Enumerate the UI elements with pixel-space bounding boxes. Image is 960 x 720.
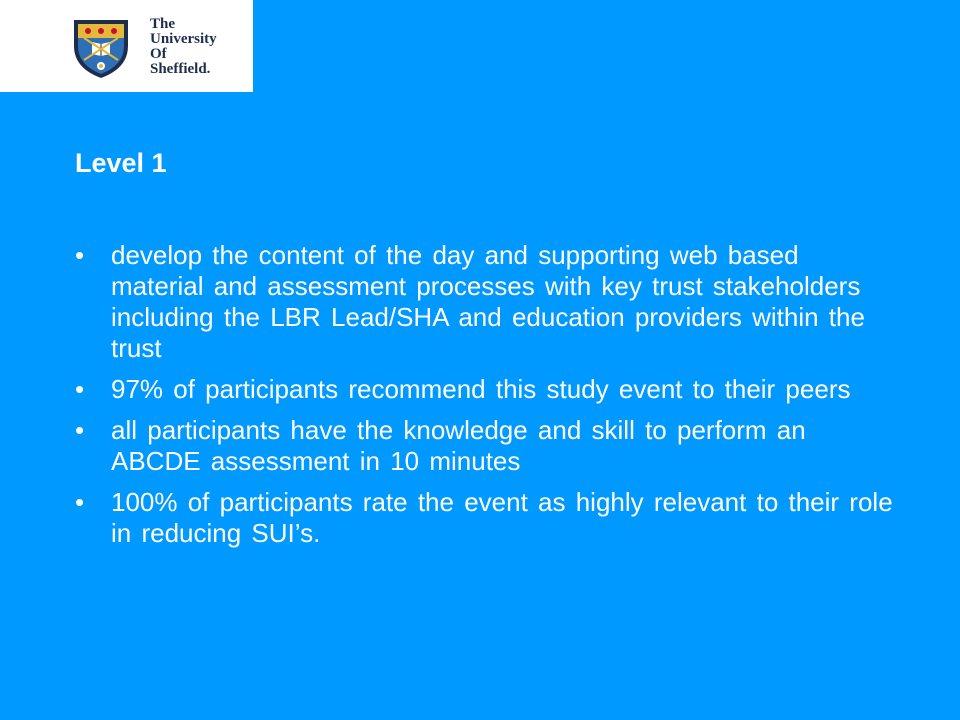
logo-line-1: The	[150, 16, 176, 32]
bullet-text: 100% of participants rate the event as highly relevant to their role in reducing SUI’s.	[111, 487, 893, 548]
bullet-icon: •	[75, 415, 85, 445]
logo-line-3: Of	[150, 46, 167, 62]
bullet-list	[75, 240, 895, 559]
bullet-item	[75, 240, 895, 364]
logo-line-2: University	[150, 31, 217, 47]
bullet-item	[75, 374, 895, 405]
logo-line-4: Sheffield.	[150, 61, 211, 77]
slide-title: Level 1	[75, 148, 167, 178]
university-name	[150, 17, 217, 77]
bullet-text: 97% of participants recommend this study event to their peers	[111, 374, 851, 404]
bullet-icon: •	[75, 487, 85, 517]
bullet-item	[75, 415, 895, 477]
bullet-icon: •	[75, 374, 85, 404]
bullet-item	[75, 487, 895, 549]
university-logo	[0, 0, 253, 92]
bullet-icon: •	[75, 240, 85, 270]
university-crest-icon	[70, 16, 132, 80]
bullet-text: all participants have the knowledge and skill to perform an ABCDE assessment in 10 minutes	[111, 415, 806, 476]
bullet-text: develop the content of the day and supporting web based material and assessment processes with key trust stakeholders including the LBR Lead/SHA and education providers within the trust	[111, 240, 865, 363]
